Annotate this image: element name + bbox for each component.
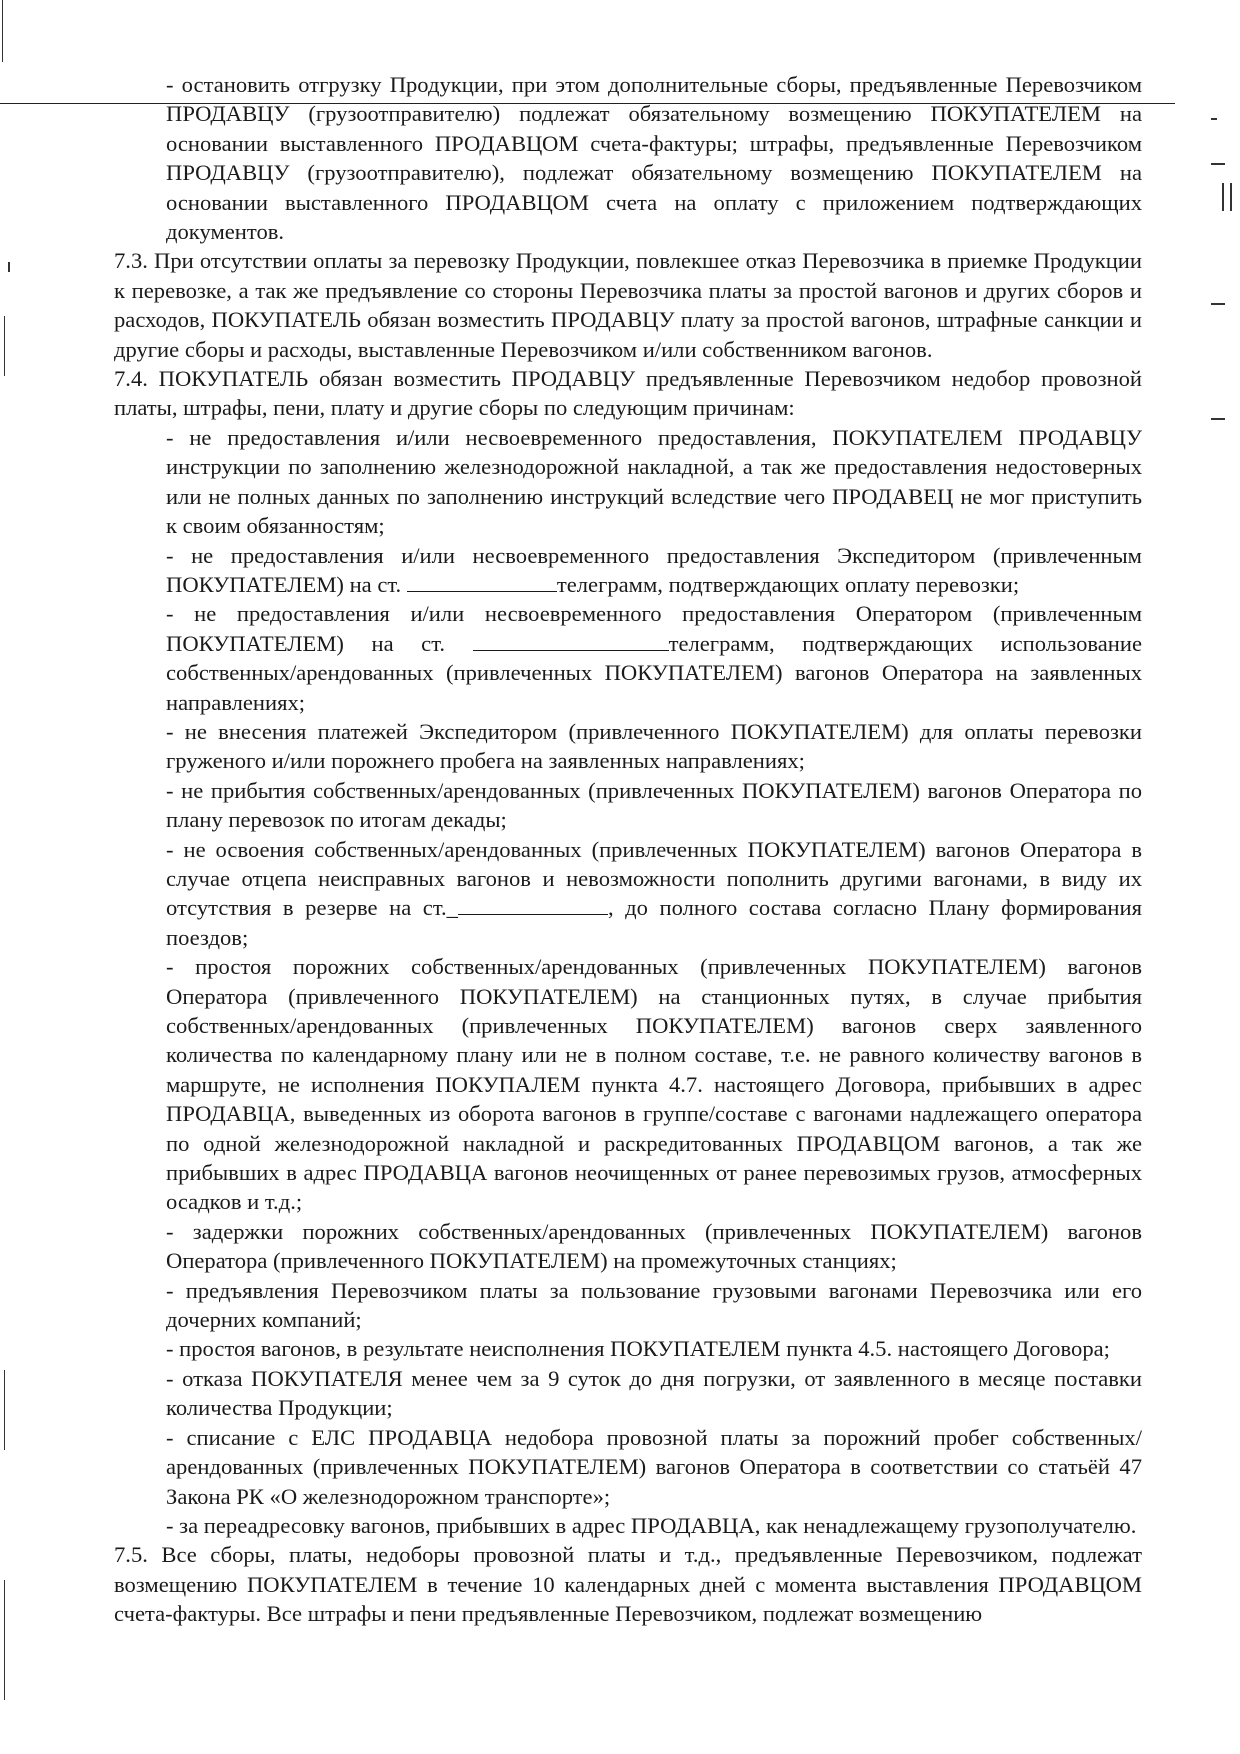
list-item: - предъявления Перевозчиком платы за пользование грузовыми вагонами Перевозчика или его дочерних компаний;: [166, 1277, 1142, 1333]
document-body: [114, 70, 1142, 1629]
scan-artifact: [4, 316, 5, 376]
blank-station-field: [458, 896, 608, 915]
scan-artifact: [1222, 183, 1224, 211]
list-item: - не предоставления и/или несвоевременного предоставления, ПОКУПАТЕЛЕМ ПРОДАВЦУ инструкции по заполнению железнодорожной накладной, а так же предоставления недостоверных или не полных данных по заполнению инструкций вследствие чего ПРОДАВЕЦ не мог приступить к своим обязанностям;: [166, 424, 1142, 539]
clause-7-4: 7.4. ПОКУПАТЕЛЬ обязан возместить ПРОДАВЦУ предъявленные Перевозчиком недобор провозной платы, штрафы, пени, плату и другие сборы по следующим причинам:: [114, 366, 1142, 421]
list-item: - задержки порожних собственных/арендованных (привлеченных ПОКУПАТЕЛЕМ) вагонов Оператора (привлеченного ПОКУПАТЕЛЕМ) на промежуточных станциях;: [166, 1218, 1142, 1274]
scan-artifact: [1211, 163, 1225, 165]
scan-artifact: [8, 262, 10, 272]
blank-station-field: [407, 573, 557, 592]
scan-artifact: [1211, 303, 1225, 305]
clause-7-5: 7.5. Все сборы, платы, недоборы провозной платы и т.д., предъявленные Перевозчиком, подлежат возмещению ПОКУПАТЕЛЕМ в течение 10 календарных дней с момента выставления ПРОДАВЦОМ счета-фактуры. Все штрафы и пени предъявленные Перевозчиком, подлежат возмещению: [114, 1542, 1142, 1627]
item-text: - не предоставления и/или несвоевременного предоставления Экспедитором (привлеченным ПОКУПАТЕЛЕМ) на ст.: [166, 542, 1142, 597]
blank-station-field: [473, 632, 669, 651]
list-item: - за переадресовку вагонов, прибывших в адрес ПРОДАВЦА, как ненадлежащему грузополучателю.: [166, 1512, 1137, 1538]
list-item-expeditor: [114, 541, 1142, 600]
item-text: , до полного состава согласно Плану формирования поездов;: [166, 895, 1142, 950]
list-item: - не внесения платежей Экспедитором (привлеченного ПОКУПАТЕЛЕМ) для оплаты перевозки груженого и/или порожнего пробега на заявленных направлениях;: [166, 718, 1142, 774]
scan-left-rule: [2, 0, 3, 62]
scan-artifact: [1211, 418, 1225, 420]
item-text: - не предоставления и/или несвоевременного предоставления Оператором (привлеченным ПОКУПАТЕЛЕМ) на ст.: [166, 601, 1142, 656]
scan-artifact: [4, 1580, 5, 1700]
item-text: - не освоения собственных/арендованных (привлеченных ПОКУПАТЕЛЕМ) вагонов Оператора в случае отцепа неисправных вагонов и невозможности пополнить другими вагонами, в виду их отсутствия в резерве на ст._: [166, 836, 1142, 921]
list-item: - простоя вагонов, в результате неисполнения ПОКУПАТЕЛЕМ пункта 4.5. настоящего Договора;: [166, 1336, 1110, 1362]
list-item: - простоя порожних собственных/арендованных (привлеченных ПОКУПАТЕЛЕМ) вагонов Оператора (привлеченного ПОКУПАТЕЛЕМ) на станционных путях, в случае прибытия собственных/арендованных (привлеченных ПОКУПАТЕЛЕМ) вагонов сверх заявленного количества по календарному плану или не в полном составе, т.е. не равного количеству вагонов в маршруте, не исполнения ПОКУПАЛЕМ пункта 4.7. настоящего Договора, прибывших в адрес ПРОДАВЦА, выведенных из оборота вагонов в группе/составе с вагонами надлежащего оператора по одной железнодорожной накладной и раскредитованных ПРОДАВЦОМ вагонов, а так же прибывших в адрес ПРОДАВЦА вагонов неочищенных от ранее перевозимых грузов, атмосферных осадков и т.д.;: [166, 954, 1142, 1215]
list-item: - не прибытия собственных/арендованных (привлеченных ПОКУПАТЕЛЕМ) вагонов Оператора по плану перевозок по итогам декады;: [166, 777, 1142, 833]
list-item: - отказа ПОКУПАТЕЛЯ менее чем за 9 суток до дня погрузки, от заявленного в месяце поставки количества Продукции;: [166, 1365, 1142, 1421]
list-item: - остановить отгрузку Продукции, при этом дополнительные сборы, предъявленные Перевозчиком ПРОДАВЦУ (грузоотправителю) подлежат обязательному возмещению ПОКУПАТЕЛЕМ на основании выставленного ПРОДАВЦОМ счета-фактуры; штрафы, предъявленные Перевозчиком ПРОДАВЦУ (грузоотправителю), подлежат обязательному возмещению ПОКУПАТЕЛЕМ на основании выставленного ПРОДАВЦОМ счета на оплату с приложением подтверждающих документов.: [166, 72, 1142, 245]
list-item-reserve: [114, 835, 1142, 953]
item-text: телеграмм, подтверждающих использование собственных/арендованных (привлеченных ПОКУПАТЕЛЕМ) вагонов Оператора на заявленных направлениях;: [166, 630, 1142, 715]
scan-artifact: [4, 1370, 5, 1450]
list-item-operator: [114, 599, 1142, 717]
scan-artifact: [1211, 118, 1217, 120]
scan-artifact: [1230, 183, 1232, 211]
list-item: - списание с ЕЛС ПРОДАВЦА недобора провозной платы за порожний пробег собственных/арендованных (привлеченных ПОКУПАТЕЛЕМ) вагонов Оператора в соответствии со статьёй 47 Закона РК «О железнодорожном транспорте»;: [166, 1424, 1142, 1509]
clause-7-3: 7.3. При отсутствии оплаты за перевозку Продукции, повлекшее отказ Перевозчика в приемке Продукции к перевозке, а так же предъявление со стороны Перевозчика платы за простой вагонов и других сборов и расходов, ПОКУПАТЕЛЬ обязан возместить ПРОДАВЦУ плату за простой вагонов, штрафные санкции и другие сборы и расходы, выставленные Перевозчиком и/или собственником вагонов.: [114, 248, 1142, 362]
item-text: телеграмм, подтверждающих оплату перевозки;: [556, 571, 1020, 597]
